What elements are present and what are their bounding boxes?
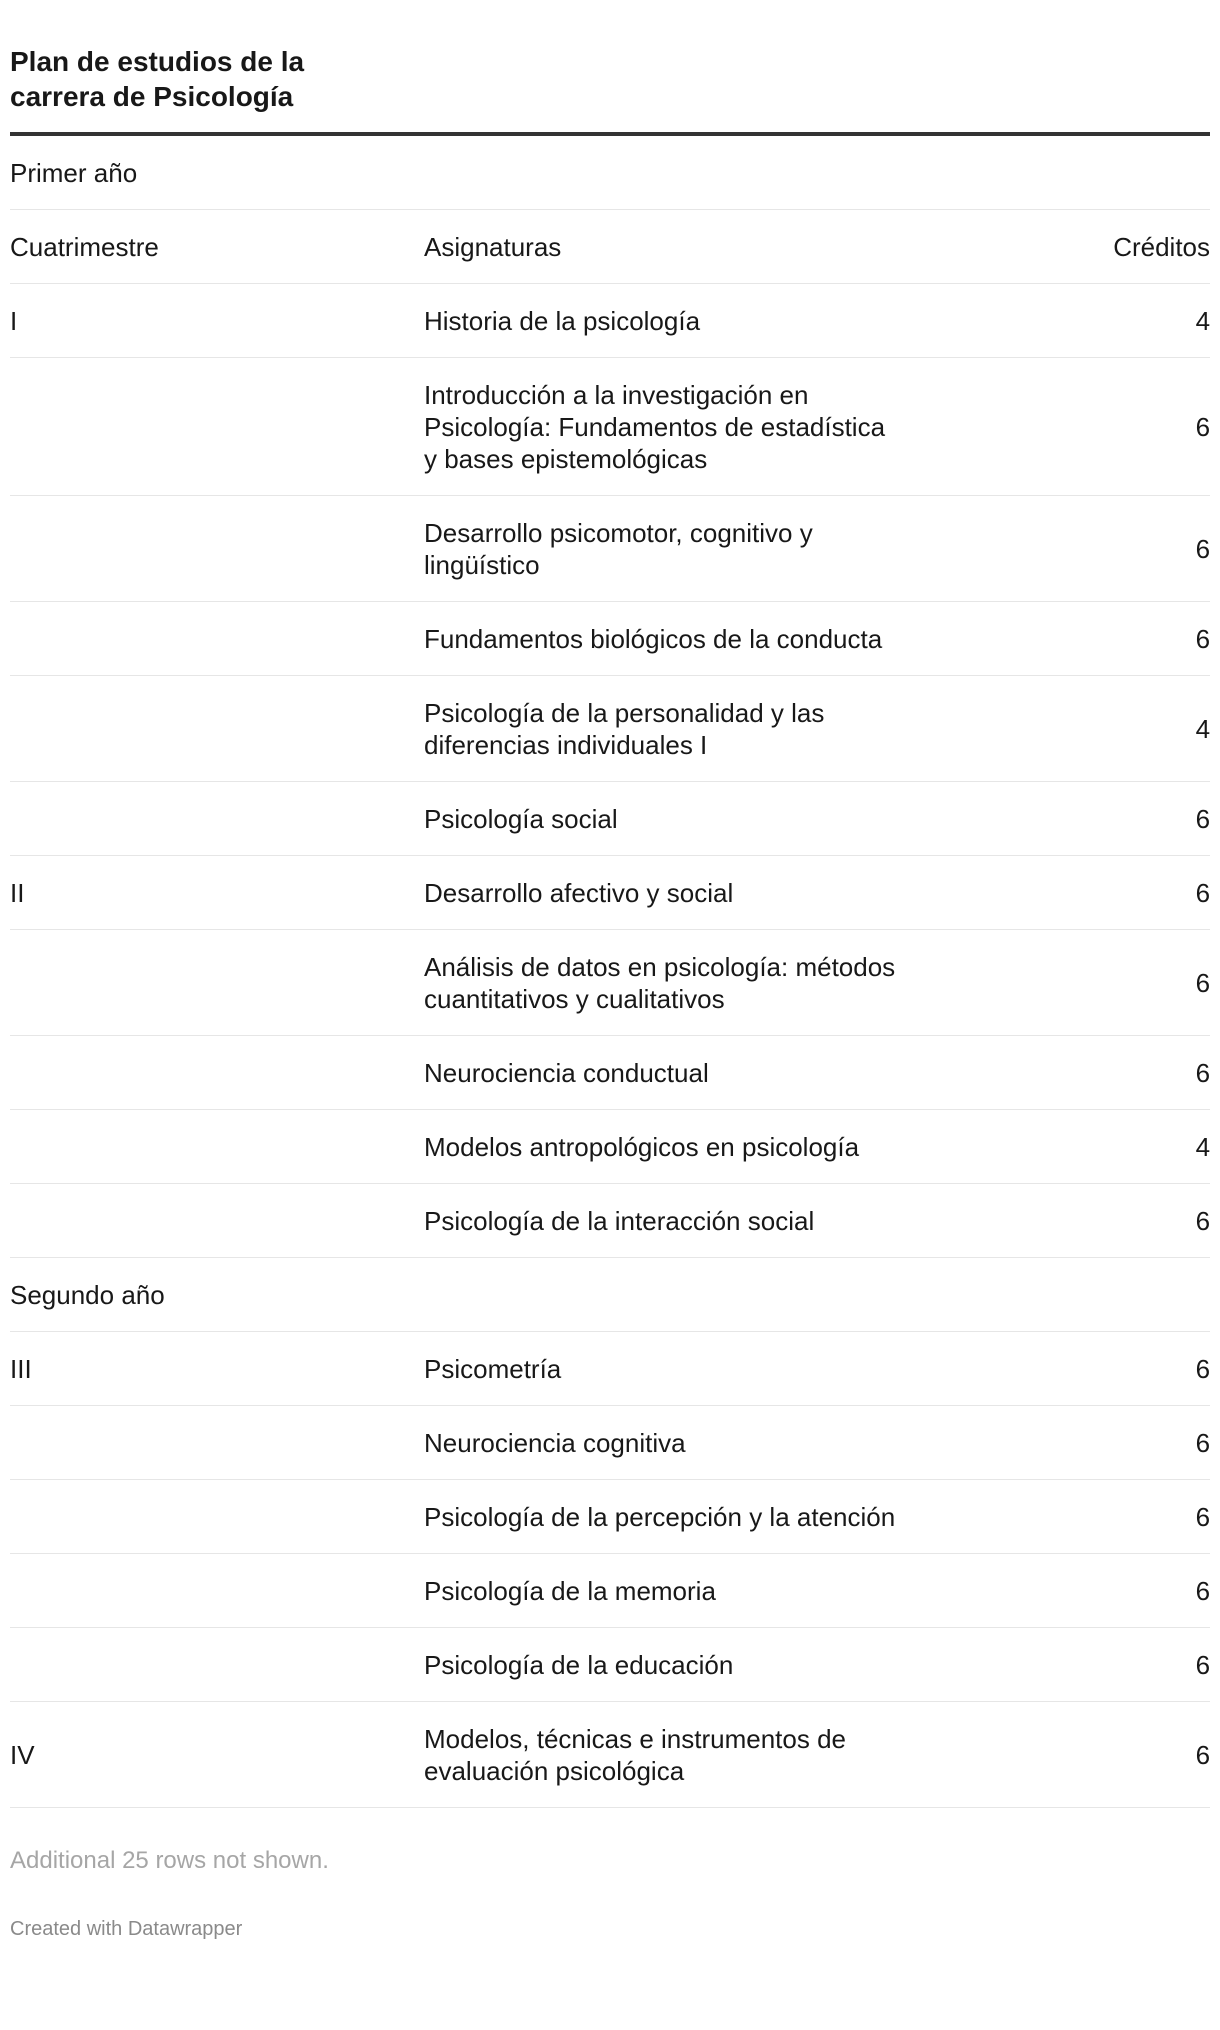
cuatrimestre-cell (10, 676, 424, 782)
table-row (10, 1628, 1210, 1702)
cuatrimestre-cell (10, 358, 424, 496)
table-row (10, 1702, 1210, 1808)
table-row (10, 1554, 1210, 1628)
table-row (10, 1332, 1210, 1406)
table-row (10, 1184, 1210, 1258)
creditos-cell: 6 (900, 1184, 1210, 1258)
header-cuatrimestre-cell: Cuatrimestre (10, 210, 424, 284)
creditos-cell: 6 (900, 1332, 1210, 1406)
table-row (10, 930, 1210, 1036)
asignatura-cell: Psicología de la educación (424, 1628, 900, 1702)
asignatura-cell: Modelos, técnicas e instrumentos de evaluación psicológica (424, 1702, 900, 1808)
table-row (10, 1406, 1210, 1480)
table-row (10, 1036, 1210, 1110)
creditos-cell: 4 (900, 676, 1210, 782)
datawrapper-credit[interactable]: Created with Datawrapper (10, 1918, 243, 1940)
cuatrimestre-cell (10, 1406, 424, 1480)
creditos-cell: 6 (900, 856, 1210, 930)
creditos-cell: 6 (900, 1406, 1210, 1480)
creditos-cell: 6 (900, 1036, 1210, 1110)
header-creditos-cell: Créditos (900, 210, 1210, 284)
group-label: Segundo año (10, 1258, 1210, 1332)
table-row (10, 1110, 1210, 1184)
header-row (10, 210, 1210, 284)
creditos-cell: 6 (900, 1480, 1210, 1554)
chart-title: Plan de estudios de la carrera de Psicología (10, 46, 305, 112)
cuatrimestre-cell (10, 930, 424, 1036)
table-row (10, 1480, 1210, 1554)
creditos-cell: 4 (900, 1110, 1210, 1184)
table-body (10, 136, 1210, 1808)
cuatrimestre-cell (10, 1554, 424, 1628)
asignatura-cell: Desarrollo afectivo y social (424, 856, 900, 930)
table-row (10, 496, 1210, 602)
creditos-cell: 6 (900, 782, 1210, 856)
asignatura-cell: Psicología de la memoria (424, 1554, 900, 1628)
asignatura-cell: Neurociencia conductual (424, 1036, 900, 1110)
creditos-cell: 6 (900, 602, 1210, 676)
asignatura-cell: Desarrollo psicomotor, cognitivo y lingüístico (424, 496, 900, 602)
creditos-cell: 6 (900, 1702, 1210, 1808)
table-row (10, 856, 1210, 930)
asignatura-cell: Psicología social (424, 782, 900, 856)
table-row (10, 284, 1210, 358)
group-row (10, 136, 1210, 210)
table-chart (10, 0, 1210, 1942)
creditos-cell: 6 (900, 1554, 1210, 1628)
cuatrimestre-cell: IV (10, 1702, 424, 1808)
table-row (10, 782, 1210, 856)
creditos-cell: 6 (900, 1628, 1210, 1702)
creditos-cell: 6 (900, 358, 1210, 496)
cuatrimestre-cell (10, 602, 424, 676)
asignatura-cell: Psicología de la percepción y la atención (424, 1480, 900, 1554)
cuatrimestre-cell: II (10, 856, 424, 930)
asignatura-cell: Psicología de la personalidad y las diferencias individuales I (424, 676, 900, 782)
group-label: Primer año (10, 136, 1210, 210)
asignatura-cell: Introducción a la investigación en Psicología: Fundamentos de estadística y bases epistemológicas (424, 358, 900, 496)
cuatrimestre-cell (10, 1184, 424, 1258)
creditos-cell: 6 (900, 930, 1210, 1036)
curriculum-table (10, 136, 1210, 1808)
table-row (10, 602, 1210, 676)
more-rows-note: Additional 25 rows not shown. (10, 1847, 329, 1874)
asignatura-cell: Psicometría (424, 1332, 900, 1406)
table-row (10, 676, 1210, 782)
asignatura-cell: Modelos antropológicos en psicología (424, 1110, 900, 1184)
asignatura-cell: Historia de la psicología (424, 284, 900, 358)
asignatura-cell: Neurociencia cognitiva (424, 1406, 900, 1480)
header-asignatura-cell: Asignaturas (424, 210, 900, 284)
cuatrimestre-cell (10, 496, 424, 602)
cuatrimestre-cell: III (10, 1332, 424, 1406)
cuatrimestre-cell (10, 782, 424, 856)
table-row (10, 358, 1210, 496)
asignatura-cell: Fundamentos biológicos de la conducta (424, 602, 900, 676)
creditos-cell: 6 (900, 496, 1210, 602)
asignatura-cell: Análisis de datos en psicología: métodos cuantitativos y cualitativos (424, 930, 900, 1036)
cuatrimestre-cell (10, 1036, 424, 1110)
cuatrimestre-cell (10, 1480, 424, 1554)
group-row (10, 1258, 1210, 1332)
asignatura-cell: Psicología de la interacción social (424, 1184, 900, 1258)
cuatrimestre-cell (10, 1628, 424, 1702)
creditos-cell: 4 (900, 284, 1210, 358)
cuatrimestre-cell (10, 1110, 424, 1184)
cuatrimestre-cell: I (10, 284, 424, 358)
